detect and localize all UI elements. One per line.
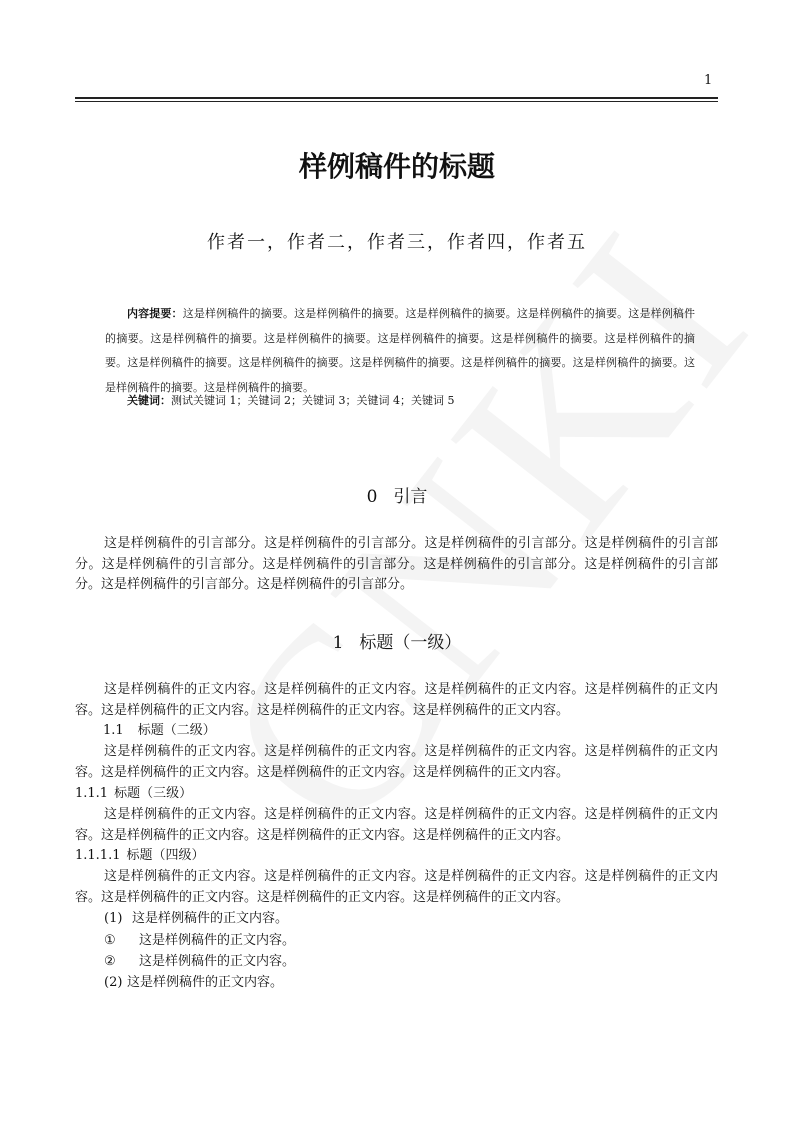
heading-title: 标题（四级） xyxy=(126,848,205,863)
section-title: 标题（一级） xyxy=(359,633,462,653)
section-title: 引言 xyxy=(393,487,428,507)
keywords xyxy=(127,389,454,413)
list-text: 这是样例稿件的正文内容。 xyxy=(139,933,296,948)
section-heading-1 xyxy=(0,628,794,653)
section-1-1-paragraph: 这是样例稿件的正文内容。这是样例稿件的正文内容。这是样例稿件的正文内容。这是样例稿件的正文内容。这是样例稿件的正文内容。这是样例稿件的正文内容。这是样例稿件的正文内容。 xyxy=(75,744,718,780)
list-marker: (2) xyxy=(104,975,123,990)
section-heading-intro xyxy=(0,482,794,507)
section-number: 0 xyxy=(366,487,378,507)
list-marker: ① xyxy=(104,933,116,948)
list-marker: (1) xyxy=(104,911,123,926)
list-item xyxy=(104,909,288,929)
abstract-text: 这是样例稿件的摘要。这是样例稿件的摘要。这是样例稿件的摘要。这是样例稿件的摘要。这是样例稿件的摘要。这是样例稿件的摘要。这是样例稿件的摘要。这是样例稿件的摘要。这是样例稿件的摘要。这是样例稿件的摘要。这是样例稿件的摘要。这是样例稿件的摘要。这是样例稿件的摘要。这是样例稿件的摘要。这是样例稿件的摘要。这是样例稿件的摘要。这是样例稿件的摘要。 xyxy=(105,307,695,394)
list-text: 这是样例稿件的正文内容。 xyxy=(139,954,296,969)
header-rule xyxy=(75,97,718,102)
heading-level-3 xyxy=(75,784,192,804)
list-marker: ② xyxy=(104,954,116,969)
author-list: 作者一，作者二，作者三，作者四，作者五 xyxy=(207,232,587,253)
heading-number: 1.1.1 xyxy=(75,786,109,801)
section-1-1-1-1-paragraph: 这是样例稿件的正文内容。这是样例稿件的正文内容。这是样例稿件的正文内容。这是样例稿件的正文内容。这是样例稿件的正文内容。这是样例稿件的正文内容。这是样例稿件的正文内容。 xyxy=(75,869,718,905)
section-1-1-1-paragraph: 这是样例稿件的正文内容。这是样例稿件的正文内容。这是样例稿件的正文内容。这是样例稿件的正文内容。这是样例稿件的正文内容。这是样例稿件的正文内容。这是样例稿件的正文内容。 xyxy=(75,807,718,843)
section-number: 1 xyxy=(332,633,344,653)
page-number: 1 xyxy=(704,73,713,88)
heading-level-2 xyxy=(103,721,216,741)
keywords-text: 测试关键词 1；关键词 2；关键词 3；关键词 4；关键词 5 xyxy=(171,394,455,407)
heading-title: 标题（二级） xyxy=(137,723,216,738)
abstract-label: 内容提要： xyxy=(127,307,183,320)
intro-paragraph: 这是样例稿件的引言部分。这是样例稿件的引言部分。这是样例稿件的引言部分。这是样例稿件的引言部分。这是样例稿件的引言部分。这是样例稿件的引言部分。这是样例稿件的引言部分。这是样例稿件的引言部分。这是样例稿件的引言部分。这是样例稿件的引言部分。 xyxy=(75,536,718,592)
list-item xyxy=(104,973,283,993)
list-text: 这是样例稿件的正文内容。 xyxy=(132,911,289,926)
section-1-paragraph: 这是样例稿件的正文内容。这是样例稿件的正文内容。这是样例稿件的正文内容。这是样例稿件的正文内容。这是样例稿件的正文内容。这是样例稿件的正文内容。这是样例稿件的正文内容。 xyxy=(75,682,718,718)
abstract xyxy=(105,302,695,400)
paper-title: 样例稿件的标题 xyxy=(298,150,495,183)
list-item xyxy=(104,952,295,972)
keywords-label: 关键词： xyxy=(127,394,171,407)
heading-title: 标题（三级） xyxy=(114,786,193,801)
list-item xyxy=(104,931,295,951)
list-text: 这是样例稿件的正文内容。 xyxy=(127,975,284,990)
heading-number: 1.1 xyxy=(103,723,124,738)
heading-number: 1.1.1.1 xyxy=(75,848,121,863)
heading-level-4 xyxy=(75,846,205,866)
